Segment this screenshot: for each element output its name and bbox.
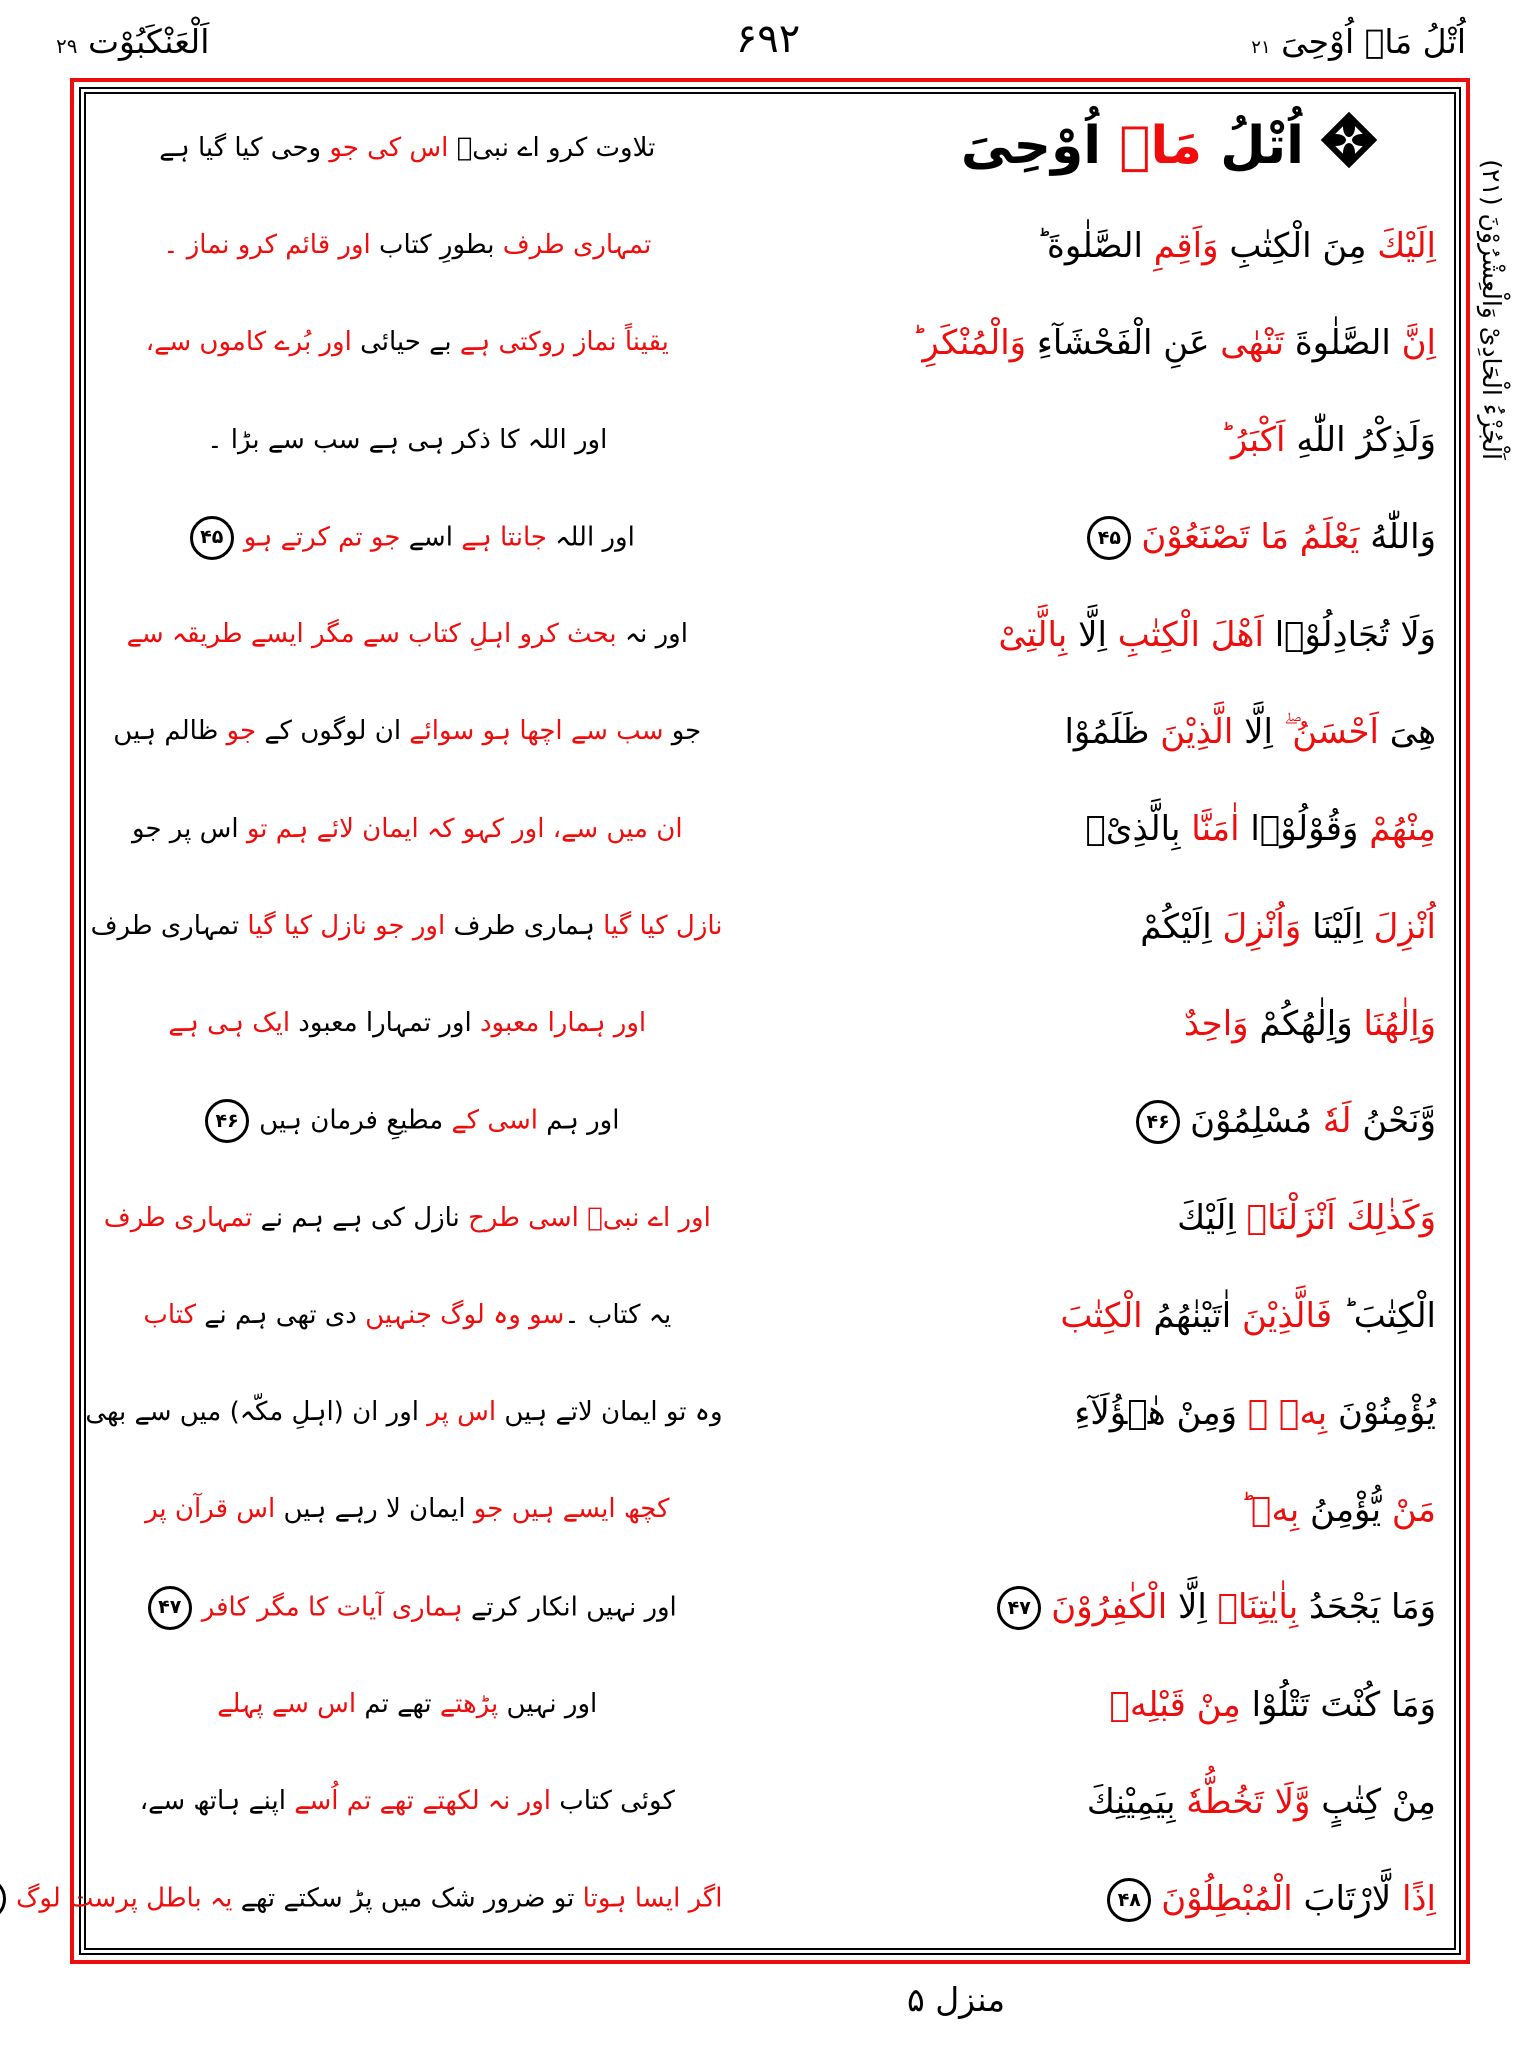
text-segment: کچھ ایسے ہیں جو	[465, 1494, 670, 1525]
verse-row	[85, 1364, 1448, 1461]
page-number: ۶۹۲	[735, 16, 801, 62]
urdu-translation-line	[92, 1688, 723, 1722]
text-segment: اَحْسَنُ ۖ	[1272, 712, 1379, 753]
arabic-verse-line	[723, 905, 1448, 949]
arabic-verse-line	[723, 1877, 1448, 1923]
juz-name-label: اُتْلُ مَاۤ اُوْحِیَ	[1281, 22, 1466, 61]
verse-row	[92, 1170, 1448, 1267]
urdu-translation-line	[92, 813, 723, 847]
text-segment: وحی کیا گیا ہے	[159, 132, 322, 163]
verse-row	[92, 295, 1448, 392]
text-segment: یقیناً نماز روکتی ہے	[451, 327, 669, 358]
verse-row	[92, 1753, 1448, 1850]
text-segment: یہ کتاب ۔	[564, 1299, 672, 1330]
text-segment: بے حیائی	[351, 327, 452, 358]
verse-number-badge: ۴۸	[1107, 1878, 1151, 1922]
text-segment: یَعْلَمُ مَا تَصْنَعُوْنَ	[1141, 516, 1360, 557]
urdu-translation-line	[92, 1099, 723, 1143]
text-segment: اُتْلُ	[1202, 115, 1304, 176]
arabic-verse-line	[723, 1488, 1448, 1532]
text-segment: یُؤْمِنُوْنَ	[1327, 1392, 1436, 1433]
text-segment: کتاب	[143, 1299, 196, 1330]
text-segment: اِذًا	[1391, 1878, 1436, 1919]
text-segment: اسی کے	[443, 1105, 539, 1136]
verse-number-badge	[0, 1877, 6, 1921]
text-segment: فَالَّذِیْنَ	[1231, 1295, 1333, 1336]
section-ornament-icon	[1318, 109, 1380, 189]
verse-row	[92, 586, 1448, 683]
text-segment: اس قرآن پر	[145, 1494, 276, 1525]
text-segment: الْكِتٰبَ ؕ	[1332, 1295, 1436, 1336]
text-segment: اگر ایسا ہوتا	[574, 1883, 723, 1914]
text-segment: دی تھی ہم نے	[195, 1299, 357, 1330]
text-segment: مِنَ الْكِتٰبِ	[1218, 225, 1367, 266]
text-segment: اپنے ہاتھ سے،	[139, 1786, 286, 1817]
text-segment: بِالَّذِیْۤ	[1085, 809, 1181, 850]
header-juz-name	[1251, 22, 1466, 61]
surah-number-label: ۲۹	[56, 34, 78, 58]
text-segment: بطورِ کتاب	[370, 229, 495, 260]
text-segment: یُّؤْمِنُ	[1299, 1490, 1382, 1531]
text-segment: وَاُنْزِلَ	[1211, 906, 1302, 947]
text-segment: تمہاری طرف	[90, 910, 240, 941]
text-segment: بِالَّتِیْ	[998, 614, 1068, 655]
text-segment: اور اللہ	[546, 522, 635, 553]
surah-name-label: اَلْعَنْكَبُوْت	[87, 22, 210, 61]
verse-row	[92, 489, 1448, 586]
text-segment: مطیعِ فرمان ہیں	[259, 1105, 444, 1136]
text-segment: وَّلَا تَخُطُّهٗ	[1175, 1782, 1311, 1822]
urdu-translation-line	[92, 1493, 723, 1527]
text-segment: مَاۤ	[1101, 115, 1203, 176]
verse-row	[92, 1267, 1448, 1364]
text-segment: اور نہیں	[498, 1688, 598, 1719]
text-segment: اِلَّا	[1233, 712, 1273, 753]
urdu-translation-line	[85, 1396, 723, 1430]
arabic-verse-line	[723, 1585, 1448, 1631]
text-segment: اٰمَنَّا	[1180, 809, 1240, 850]
juz-number-label: ۲۱	[1251, 37, 1271, 58]
text-segment: جو	[218, 716, 257, 747]
verse-row	[92, 781, 1448, 878]
verse-number-badge: ۴۷	[148, 1586, 192, 1630]
urdu-translation-line	[92, 1586, 723, 1630]
text-segment: سب سے اچھا ہو سوائے	[401, 716, 664, 747]
text-segment: تمہاری طرف	[494, 229, 652, 260]
urdu-translation-line	[92, 1785, 723, 1819]
text-segment: جو تم کرتے ہو	[243, 522, 401, 553]
text-segment: وَاِلٰهُنَا	[1352, 1003, 1436, 1044]
urdu-translation-line	[92, 229, 723, 263]
text-segment: مِنْ كِتٰبٍ	[1310, 1782, 1436, 1822]
section-title-arabic	[723, 109, 1448, 189]
text-segment: وَاَقِمِ	[1142, 225, 1219, 266]
urdu-translation-line	[16, 1877, 723, 1921]
text-segment: وَمِنْ هٰۤؤُلَآءِ	[1074, 1392, 1238, 1433]
text-segment: ان لوگوں کے	[256, 716, 402, 747]
text-segment: وَاحِدٌ	[1183, 1003, 1249, 1044]
text-segment: اِلَیْكَ	[1366, 225, 1436, 266]
text-segment: ایک ہی ہے	[168, 1008, 291, 1039]
text-segment: اٰتَیْنٰهُمُ	[1142, 1295, 1232, 1336]
verse-number-badge: ۴۵	[190, 516, 234, 560]
arabic-verse-line	[723, 710, 1448, 754]
text-segment: اَكْبَرُ ؕ	[1220, 420, 1286, 461]
verse-row	[92, 197, 1448, 294]
text-segment: الَّذِیْنَ	[1149, 712, 1234, 753]
text-segment: اِلَّا	[1167, 1586, 1207, 1627]
verse-row	[92, 1559, 1448, 1656]
arabic-verse-line	[723, 1196, 1448, 1240]
text-segment: یہ باطل پرست لوگ	[16, 1883, 233, 1914]
text-segment: وَّنَحْنُ	[1351, 1100, 1436, 1141]
text-segment: اس سے پہلے	[217, 1688, 357, 1719]
arabic-verse-line	[723, 321, 1448, 365]
text-segment: اور جو نازل کیا گیا	[239, 910, 446, 941]
text-segment: وہ تو ایمان لاتے ہیں	[496, 1397, 723, 1428]
text-segment: بحث کرو اہلِ کتاب سے مگر ایسے طریقہ سے	[126, 619, 617, 650]
text-segment: بِهٖ ؕ	[1240, 1490, 1300, 1531]
arabic-verse-line	[723, 1391, 1448, 1435]
text-segment: اور ہمارا معبود	[471, 1008, 647, 1039]
text-segment: لَّارْتَابَ	[1292, 1878, 1392, 1919]
text-segment: ایمان لا رہے ہیں	[275, 1494, 466, 1525]
arabic-verse-line	[723, 1099, 1448, 1145]
arabic-verse-line	[723, 1683, 1448, 1727]
text-segment: ہماری آیات کا مگر کافر	[201, 1592, 463, 1623]
text-segment: ظالم ہیں	[113, 716, 219, 747]
urdu-translation-line	[92, 1007, 723, 1041]
verse-row	[92, 1462, 1448, 1559]
text-segment: اِلَّا	[1067, 614, 1107, 655]
text-segment: اور نہ لکھتے تھے تم اُسے	[286, 1786, 551, 1817]
verse-number-badge: ۴۵	[1087, 516, 1131, 560]
text-segment: هِیَ	[1378, 712, 1436, 753]
verse-number-badge: ۴۶	[205, 1099, 249, 1143]
text-segment: اور تمہارا معبود	[290, 1008, 472, 1039]
text-segment: الْكٰفِرُوْنَ	[1051, 1586, 1168, 1627]
text-segment: تھے تم	[356, 1688, 432, 1719]
text-segment: اِلَیْنَا	[1301, 906, 1363, 947]
text-segment: اور اللہ کا ذکر ہی ہے سب سے بڑا ۔	[207, 424, 608, 455]
text-segment: الْمُبْطِلُوْنَ	[1161, 1878, 1293, 1919]
arabic-verse-line	[723, 224, 1448, 268]
text-segment: اِلَیْكَ	[1177, 1198, 1236, 1239]
text-segment: اور اے نبیؐ اسی طرح	[459, 1202, 711, 1233]
margin-juz-label: اَلْجُزْءُ الْحَادِیْ وَالْعِشْرُوْنَ (۲۱)	[1477, 159, 1506, 460]
urdu-translation-line	[92, 424, 723, 458]
arabic-verse-line	[723, 613, 1448, 657]
text-segment: اور نہیں انکار کرتے	[462, 1592, 677, 1623]
text-segment: اور بُرے کاموں سے،	[145, 327, 352, 358]
text-segment: لَهٗ	[1312, 1100, 1352, 1141]
verse-row	[92, 684, 1448, 781]
urdu-translation-line	[92, 132, 723, 166]
verse-row	[92, 100, 1448, 197]
text-segment: مِنْهُمْ	[1358, 809, 1436, 850]
text-segment: اَهْلَ الْكِتٰبِ	[1106, 614, 1264, 655]
text-segment: وَمَا كُنْتَ تَتْلُوْا	[1240, 1684, 1436, 1725]
text-segment: اِلَیْكُمْ	[1140, 906, 1212, 947]
text-segment: اسے	[400, 522, 453, 553]
urdu-translation-line	[92, 910, 723, 944]
text-segment: جانتا ہے	[452, 522, 547, 553]
urdu-translation-line	[92, 1202, 723, 1236]
text-segment: ان میں سے، اور کہو کہ ایمان لائے ہم تو	[238, 813, 683, 844]
arabic-verse-line	[723, 515, 1448, 561]
text-segment: بِهٖ ۚ	[1237, 1392, 1328, 1433]
text-segment: سو وہ لوگ جنہیں	[356, 1299, 565, 1330]
manzil-footer-label: منزل ۵	[906, 1980, 1006, 2019]
text-segment: ظَلَمُوْا	[1064, 712, 1150, 753]
verse-row	[92, 975, 1448, 1072]
text-segment: مَنْ	[1381, 1490, 1436, 1531]
verse-row	[16, 1851, 1448, 1948]
text-segment: وَلَذِكْرُ اللّٰهِ	[1285, 420, 1436, 461]
text-segment: اس پر جو	[132, 813, 239, 844]
text-segment: کوئی کتاب	[550, 1786, 675, 1817]
text-segment: اُوْحِیَ	[960, 115, 1102, 176]
text-segment: ہماری طرف	[445, 910, 595, 941]
arabic-verse-line	[723, 1294, 1448, 1338]
text-segment: پڑھتے	[431, 1688, 499, 1719]
text-segment: اس پر	[419, 1397, 497, 1428]
text-segment: تو ضرور شک میں پڑ سکتے تھے	[232, 1883, 575, 1914]
text-segment: اور نہ	[616, 619, 688, 650]
urdu-translation-line	[92, 618, 723, 652]
verse-row	[92, 392, 1448, 489]
text-segment: نازل کیا گیا	[594, 910, 723, 941]
text-segment: وَلَا تُجَادِلُوْۤا	[1263, 614, 1436, 655]
verse-row	[92, 878, 1448, 975]
text-segment: وَمَا یَجْحَدُ	[1298, 1586, 1436, 1627]
text-segment: نازل کی ہے ہم نے	[252, 1202, 460, 1233]
verses-grid	[16, 100, 1448, 1948]
text-segment: مِنْ قَبْلِهٖ	[1109, 1684, 1241, 1725]
text-segment: بِاٰیٰتِنَاۤ	[1206, 1586, 1299, 1627]
text-segment: تمہاری طرف	[103, 1202, 253, 1233]
text-segment: عَنِ الْفَحْشَآءِ	[1026, 323, 1210, 364]
text-segment: وَقُوْلُوْۤا	[1239, 809, 1359, 850]
verse-number-badge: ۴۷	[997, 1586, 1041, 1630]
arabic-verse-line	[723, 1780, 1448, 1824]
text-segment: وَالْمُنْكَرِ ؕ	[911, 323, 1027, 364]
text-segment: مُسْلِمُوْنَ	[1190, 1100, 1313, 1141]
verse-row	[92, 1656, 1448, 1753]
urdu-translation-line	[92, 715, 723, 749]
text-segment: وَاللّٰهُ	[1359, 516, 1436, 557]
text-segment: تلاوت کرو اے نبیؐ	[448, 132, 656, 163]
text-segment: بِیَمِیْنِكَ	[1086, 1782, 1176, 1822]
text-segment: اِنَّ	[1390, 323, 1436, 364]
text-segment: الصَّلٰوةَ ؕ	[1036, 225, 1143, 266]
text-segment: جو	[663, 716, 702, 747]
text-segment: وَكَذٰلِكَ اَنْزَلْنَاۤ	[1235, 1198, 1436, 1239]
text-segment: اُنْزِلَ	[1362, 906, 1436, 947]
text-segment: الصَّلٰوةَ	[1284, 323, 1391, 364]
arabic-verse-line	[723, 1002, 1448, 1046]
text-segment: اور ان (اہلِ مکّہ) میں سے بھی	[85, 1397, 419, 1428]
text-segment: تَنْهٰی	[1209, 323, 1285, 364]
urdu-translation-line	[92, 516, 723, 560]
urdu-translation-line	[92, 326, 723, 360]
text-segment: اس کی جو	[321, 132, 449, 163]
arabic-verse-line	[723, 418, 1448, 462]
verse-number-badge: ۴۶	[1136, 1100, 1180, 1144]
text-segment: اور قائم کرو نماز ۔	[163, 229, 371, 260]
arabic-verse-line	[723, 807, 1448, 851]
verse-row	[92, 1073, 1448, 1170]
urdu-translation-line	[92, 1299, 723, 1333]
text-segment: اور ہم	[538, 1105, 620, 1136]
text-segment: الْكِتٰبَ	[1060, 1295, 1143, 1336]
text-segment: وَاِلٰهُكُمْ	[1248, 1003, 1353, 1044]
